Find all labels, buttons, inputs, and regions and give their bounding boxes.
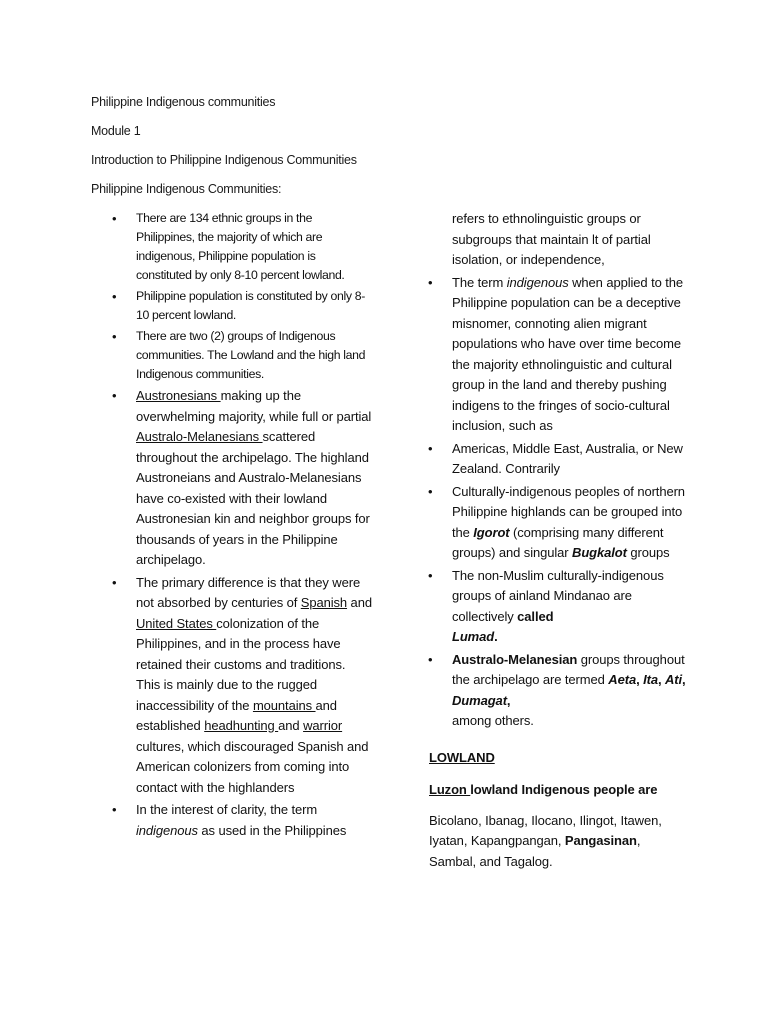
united-states-link[interactable]: United States: [136, 615, 217, 631]
subsection-title: Philippine Indigenous Communities:: [91, 182, 282, 196]
bullet-australo-melanesian: [428, 650, 686, 732]
aeta-term: Aeta: [608, 672, 637, 687]
text-segment: scattered throughout the archipelago. The highland Austroneians and Australo-Melanesians have co-existed with their lowland Austronesian kin and neighbor groups for thousands of years in the Philippine archipelago.: [136, 429, 370, 567]
text-segment: Culturally-indigenous peoples of northern Philippine highlands can be grouped into the: [452, 483, 685, 540]
text-segment: , Sambal, and Tagalog.: [429, 833, 641, 869]
bugkalot-term: Bugkalot: [572, 545, 627, 560]
emphasis-indigenous: indigenous: [136, 822, 198, 838]
text-segment: and established: [136, 697, 337, 733]
document-title: Philippine Indigenous communities: [91, 95, 276, 109]
text-segment: The non-Muslim culturally-indigenous groups of ainland Mindanao are collectively: [452, 567, 664, 624]
text-segment: making up the overwhelming majority, while full or partial: [136, 388, 372, 424]
text-segment: groups: [626, 545, 670, 560]
text-segment: ,: [636, 672, 644, 687]
text-segment: lowland Indigenous people are: [470, 782, 658, 797]
bullet-two-groups: • There are two (2) groups of Indigenous communities. The Lowland and the high land Indigenous communities.: [112, 327, 372, 384]
lowland-peoples-list: [428, 811, 686, 873]
bullet-primary-difference: [112, 573, 372, 799]
text-segment: In the interest of clarity, the term: [136, 802, 318, 817]
bullet-ethnic-groups: • There are 134 ethnic groups in the Philippines, the majority of which are indigenous, Philippine population is constituted by only 8-10 percent lowland.: [112, 209, 372, 285]
bullet-clarity: [112, 800, 372, 841]
lowland-heading: LOWLAND: [429, 749, 495, 765]
warrior-link[interactable]: warrior: [303, 718, 343, 733]
text-segment: among others.: [452, 713, 534, 728]
bullet-population: • Philippine population is constituted by only 8-10 percent lowland.: [112, 287, 372, 325]
continuation-text: refers to ethnolinguistic groups or subgroups that maintain lt of partial isolation, or independence,: [452, 211, 651, 267]
left-bullet-list: [112, 209, 372, 841]
bullet-americas: • Americas, Middle East, Australia, or New Zealand. Contrarily: [428, 439, 686, 480]
spanish-link[interactable]: Spanish: [300, 595, 348, 610]
bullet-igorot: [428, 482, 686, 564]
text-segment: colonization of the Philippines, and in the process have retained their customs and traditions. This is mainly due to the rugged inaccessibility of the: [136, 615, 346, 713]
australo-melanesians-link[interactable]: Australo-Melanesians: [136, 429, 263, 444]
text-segment: (comprising many different groups) and singular: [452, 524, 664, 560]
text-segment: cultures, which discouraged Spanish and American colonizers from coming into contact with the highlanders: [136, 738, 369, 795]
bullet-austronesians: [112, 386, 372, 571]
luzon-link[interactable]: Luzon: [429, 782, 471, 797]
lumad-term: Lumad: [452, 629, 495, 644]
pangasinan-term: Pangasinan: [564, 833, 637, 848]
text-segment: .: [494, 629, 498, 644]
left-column: [112, 209, 372, 843]
dumagat-term: Dumagat: [452, 692, 507, 708]
text-segment: and: [347, 595, 372, 610]
text-segment: ,: [506, 692, 511, 708]
right-column: [428, 209, 686, 872]
text-segment: when applied to the Philippine population can be a deceptive misnomer, connoting alien migrant populations who have over time become the majority ethnolinguistic and cultural group in the land and thereby pushing indigens to the fringes of socio-cultural inclusion, such as: [452, 274, 683, 433]
text-segment: The primary difference is that they were not absorbed by centuries of: [136, 574, 361, 610]
igorot-term: Igorot: [473, 524, 510, 540]
text-segment: as used in the Philippines: [197, 822, 347, 838]
australo-melanesian-term: Australo-Melanesian: [452, 651, 578, 667]
text-segment: ,: [682, 672, 686, 687]
module-label: Module 1: [91, 124, 141, 138]
bullet-misnomer: [428, 273, 686, 437]
text-segment: and: [278, 718, 304, 733]
bullet-lumad: [428, 566, 686, 648]
emphasis-indigenous: indigenous: [506, 274, 569, 290]
headhunting-link[interactable]: headhunting: [204, 718, 279, 733]
ita-term: Ita: [643, 672, 658, 687]
text-segment: The term: [452, 274, 507, 290]
called-bold: called: [517, 608, 554, 624]
ati-term: Ati: [665, 672, 683, 687]
luzon-heading: [428, 780, 686, 801]
section-title: Introduction to Philippine Indigenous Communities: [91, 153, 357, 167]
right-bullet-list: [428, 273, 686, 732]
austronesians-link[interactable]: Austronesians: [136, 388, 221, 403]
text-segment: Bicolano, Ibanag, Ilocano, Ilingot, Itawen, Iyatan, Kapangpangan,: [429, 812, 662, 848]
text-segment: groups throughout the archipelago are termed: [452, 651, 685, 687]
text-segment: ,: [657, 672, 666, 687]
mountains-link[interactable]: mountains: [252, 697, 316, 713]
